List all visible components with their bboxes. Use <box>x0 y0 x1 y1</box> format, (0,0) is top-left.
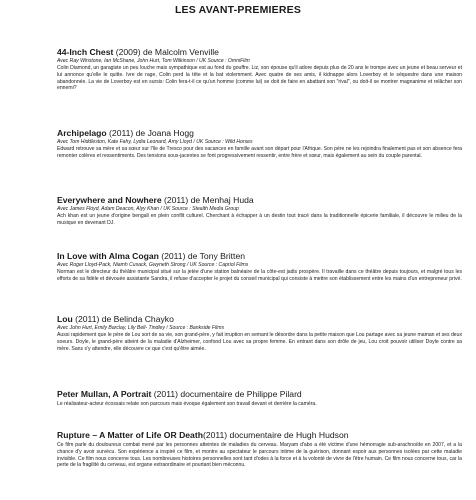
film-title: Lou <box>57 314 73 324</box>
film-heading <box>57 389 462 400</box>
film-entry-peter-mullan-a-portrait <box>57 389 462 408</box>
film-cast-source: Avec James Floyd, Adam Deacon, Alyy Khan / UK Source : Stealth Media Group <box>57 206 239 212</box>
film-cast-source: Avec John Hurt, Emily Barclay, Lily Bell- Tindley / Source : Bankside Films <box>57 325 225 331</box>
film-title: 44-Inch Chest <box>57 47 114 57</box>
film-description: Ce film parle du douloureux combat mené par les personnes atteintes de maladies du cerveau. Maryam d'abo a été victime d'une hémorragie sub-arachnoïde en 2007, et a la chance d'y avoir survécu. Son expérience a inspiré ce film, et montre au spectateur le parcours intime de la guérison, donnant espoir aux personnes isolées par cette maladie invisible. Ce film nous concerne tous. Les nombreuses histoires personnelles sont tant d'odes à la force et à la volonté de vivre de l'être humain. Ce film nous concerne tous, car la perte de la fragilité du cerveau, est organe extraordinaire et pourtant bien méconnu. <box>57 442 462 469</box>
film-title: Rupture – A Matter of Life OR Death <box>57 430 203 440</box>
film-heading <box>57 47 462 58</box>
film-heading <box>57 314 462 325</box>
film-year-director: (2011) de Belinda Chayko <box>72 314 174 324</box>
film-title: Archipelago <box>57 128 107 138</box>
film-entry-in-love-with-alma-cogan <box>57 251 462 283</box>
film-title: Everywhere and Nowhere <box>57 195 162 205</box>
film-entry-archipelago <box>57 128 462 160</box>
film-entry-everywhere-and-nowhere <box>57 195 462 227</box>
page-title: LES AVANT-PREMIERES <box>174 4 302 16</box>
film-description: Norman est le directeur du théâtre municipal situé sur la jetée d'une station balnéaire de la côte-est jadis prospère. Il travaille dans ce théâtre depuis toujours, et malgré tous les efforts de sa fidèle et dévouée assistante Sandra, il refuse d'accepter le projet du conseil municipal qui consiste à mettre son établissement entre les mains d'un entrepreneur privé. <box>57 269 462 282</box>
film-year-director: (2011) documentaire de Hugh Hudson <box>202 430 349 440</box>
film-title: Peter Mullan, A Portrait <box>57 389 152 399</box>
film-cast-source: Avec Ray Winstone, Ian McShane, John Hurt, Tom Wilkinson / UK Source : OmniFilm <box>57 58 250 64</box>
film-description: Colin Diamond, un garagiste un peu louche mais sympathique est au fond du gouffre. Liz, son épouse qu'il adore depuis plus de 20 ans le trompe avec un jeune et beau serveur et lui annonce qu'elle le quitte. Ivre de rage, Colin perd la tête et la bat violemment. Avec quatre de ses amis, il kidnappe alors Loverboy et le séquestre dans une maison abandonnée. La vie de Loverboy est en sursis: Colin fera-t-il ce qu'un homme (comme lui) se doit de faire en abattant son "rival", ou doit-il se montrer magnanime et relâcher son ennemi? <box>57 65 462 92</box>
film-description: Le réalisateur-acteur écossais relate son parcours mais évoque également son travail devant et derrière la caméra. <box>57 401 317 407</box>
film-year-director: (2011) de Menhaj Huda <box>161 195 254 205</box>
film-year-director: (2009) de Malcolm Venville <box>113 47 219 57</box>
film-heading <box>57 128 462 139</box>
film-description: Aussi rapidement que le père de Lou sort de sa vie, son grand-père, y fait irruption en semant le désordre dans la petite maison que Lou partage avec sa jeune maman et ses deux soeurs. Doyle, le grand-père atteint de la maladie d'Alzheimer, confond Lou avec sa propre femme. En entrant dans son drôle de jeu, Lou croit pouvoir utiliser Doyle contre sa mère. Sans s'y attendre, elle découvre ce que c'est qu'être aimée. <box>57 332 462 352</box>
film-cast-source: Avec Roger Lloyd-Pack, Niamh Cusack, Gwyneth Strong / UK Source : Capriol Films <box>57 262 249 268</box>
film-heading <box>57 430 462 441</box>
film-heading <box>57 251 462 262</box>
film-entry-lou <box>57 314 462 352</box>
film-description: Ach khan est un jeune d'origine bengali en plein conflit culturel. Cherchant à échapper à un destin tout tracé dans la traditionnelle épicerie familiale, il découvre le milieu de la musique en devenant DJ. <box>57 213 462 226</box>
film-year-director: (2011) de Tony Britten <box>158 251 246 261</box>
film-description: Edward retrouve sa mère et sa sœur sur l'île de Tresco pour des vacances en famille avant son départ pour l'Afrique. Son père ne les rejoindra finalement pas et son absence fera remonter colères et ressentiments. Des tensions sous-jacentes se font progressivement ressentir, entre frère et sœur, mais également au sein du couple parental. <box>57 146 462 159</box>
film-title: In Love with Alma Cogan <box>57 251 159 261</box>
film-entry-44-inch-chest <box>57 47 462 92</box>
film-year-director: (2011) documentaire de Philippe Pilard <box>151 389 302 399</box>
film-cast-source: Avec Tom Hiddleston, Kate Fahy, Lydia Leonard, Amy Lloyd / UK Source : Wild Horses <box>57 139 253 145</box>
film-year-director: (2011) de Joana Hogg <box>106 128 194 138</box>
film-heading <box>57 195 462 206</box>
film-entry-rupture <box>57 430 462 469</box>
